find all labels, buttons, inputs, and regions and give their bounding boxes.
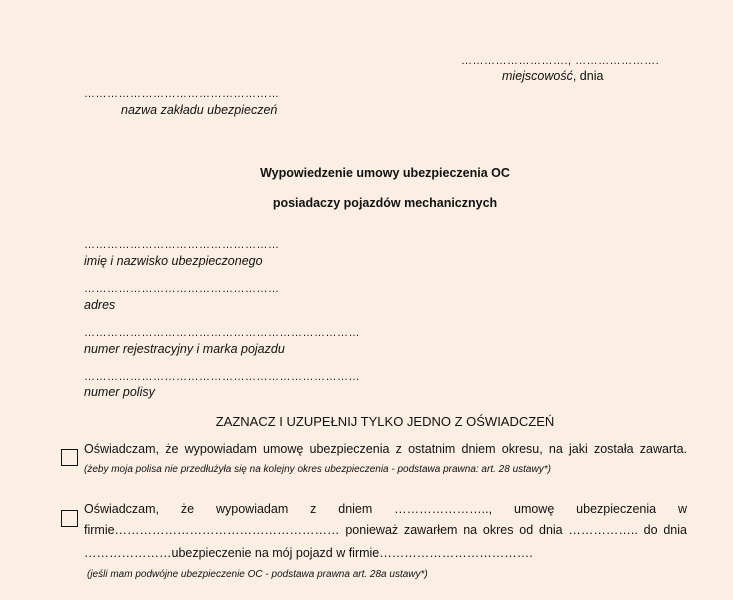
- document-title-line1: Wypowiedzenie umowy ubezpieczenia OC: [260, 166, 510, 180]
- option2-note: (jeśli mam podwójne ubezpieczenie OC - podstawa prawna art. 28a ustawy*): [87, 569, 428, 580]
- option2-line2: firmie……………………………………………… ponieważ zawarłem na okres od dnia …………….. do dnia: [84, 523, 687, 537]
- address-dots: ……………………………………………: [84, 283, 280, 295]
- option1-text: Oświadczam, że wypowiadam umowę ubezpieczenia z ostatnim dniem okresu, na jaki została zawarta.: [84, 442, 687, 456]
- option2-line1: Oświadczam, że wypowiadam z dniem ………………….., umowę ubezpieczenia w: [84, 502, 687, 516]
- insured-name-label: imię i nazwisko ubezpieczonego: [84, 254, 263, 268]
- registration-label: numer rejestracyjny i marka pojazdu: [84, 342, 285, 356]
- policy-label: numer polisy: [84, 385, 155, 399]
- insurer-label: nazwa zakładu ubezpieczeń: [121, 103, 278, 117]
- document-title-line2: posiadaczy pojazdów mechanicznych: [272, 196, 498, 210]
- address-label: adres: [84, 298, 116, 312]
- option2-line3: …………………ubezpieczenie na mój pojazd w firmie……………………………….: [84, 546, 533, 560]
- place-date-dots: ………………………., ………………….: [461, 55, 660, 67]
- insured-name-dots: ……………………………………………: [84, 239, 280, 251]
- date-label: , dnia: [572, 69, 604, 83]
- registration-dots: ………………………………………………………………: [84, 327, 360, 339]
- place-date-label: [502, 69, 603, 83]
- insurer-dots: ……………………………………………: [84, 88, 280, 100]
- instruction-heading: ZAZNACZ I UZUPEŁNIJ TYLKO JEDNO Z OŚWIADCZEŃ: [215, 414, 555, 429]
- option1-checkbox[interactable]: [61, 449, 78, 466]
- option2-checkbox[interactable]: [61, 510, 78, 527]
- place-label: miejscowość: [502, 69, 573, 83]
- policy-dots: ………………………………………………………………: [84, 371, 360, 383]
- option1-note: (żeby moja polisa nie przedłużyła się na kolejny okres ubezpieczenia - podstawa prawna: art. 28 ustawy*): [84, 464, 551, 475]
